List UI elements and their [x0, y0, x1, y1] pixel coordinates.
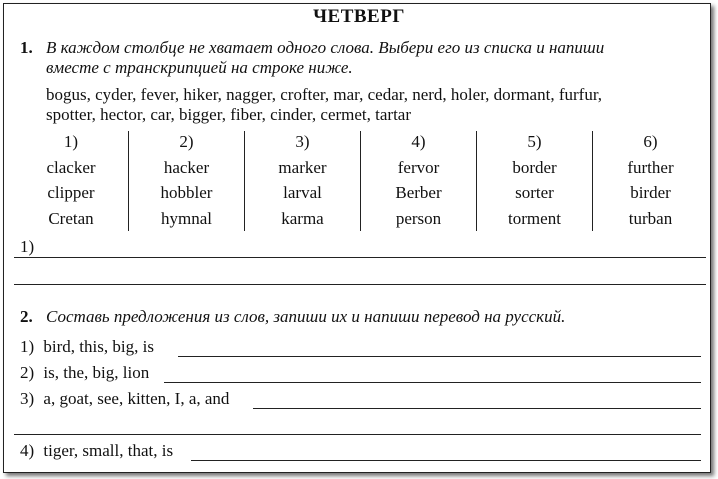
column-2 — [129, 130, 244, 232]
answer-line[interactable] — [191, 460, 701, 461]
task1-instruction-line2: вместе с транскрипцией на строке ниже. — [46, 58, 353, 77]
column-word: hobbler — [160, 183, 213, 202]
column-3 — [245, 130, 360, 232]
sentence-item-1 — [20, 337, 154, 357]
column-divider — [244, 131, 245, 231]
sentence-words: bird, this, big, is — [43, 337, 154, 356]
sentence-label: 2) — [20, 363, 35, 382]
answer-line[interactable] — [178, 356, 701, 357]
column-divider — [128, 131, 129, 231]
column-header: 2) — [179, 132, 194, 151]
word-list-line2: spotter, hector, car, bigger, fiber, cinder, cermet, tartar — [46, 105, 412, 124]
column-header: 5) — [527, 132, 542, 151]
column-word: hacker — [163, 157, 210, 177]
column-header: 6) — [643, 132, 658, 151]
column-word: clipper — [47, 183, 95, 202]
column-divider — [360, 131, 361, 231]
column-word: further — [627, 157, 674, 177]
column-word: Cretan — [48, 208, 94, 228]
answer-line[interactable] — [14, 284, 706, 285]
column-6 — [593, 130, 708, 232]
word-list — [46, 85, 686, 125]
page-title: ЧЕТВЕРГ — [313, 6, 405, 27]
column-word: clacker — [46, 157, 96, 177]
column-word: birder — [630, 183, 671, 202]
column-word: turban — [628, 208, 673, 228]
word-list-line1: bogus, cyder, fever, hiker, nagger, crofter, mar, cedar, nerd, holer, dormant, furfur, — [46, 85, 603, 104]
task1-instruction-line1: В каждом столбце не хватает одного слова. Выбери его из списка и напиши — [46, 38, 605, 57]
sentence-words: is, the, big, lion — [43, 363, 150, 382]
column-word: larval — [283, 183, 322, 202]
sentence-item-4 — [20, 441, 173, 461]
column-1 — [14, 130, 128, 232]
answer-line[interactable] — [164, 382, 701, 383]
sentence-item-2 — [20, 363, 149, 383]
column-header: 1) — [63, 132, 79, 151]
sentence-label: 1) — [20, 337, 35, 356]
column-word: karma — [281, 208, 324, 228]
answer-label: 1) — [20, 237, 35, 256]
column-header: 4) — [411, 132, 426, 151]
column-divider — [476, 131, 477, 231]
column-word: fervor — [397, 157, 440, 177]
column-word: person — [395, 208, 442, 228]
column-divider — [592, 131, 593, 231]
sentence-words: tiger, small, that, is — [43, 441, 174, 460]
answer-line[interactable] — [253, 408, 701, 409]
task1-number: 1. — [20, 38, 33, 57]
sentence-label: 3) — [20, 389, 35, 408]
answer-line[interactable] — [14, 257, 706, 258]
task2-number: 2. — [20, 307, 33, 326]
column-word: sorter — [515, 183, 554, 202]
column-word: hymnal — [161, 208, 212, 228]
column-5 — [477, 130, 592, 232]
sentence-item-3 — [20, 389, 229, 409]
column-word: torment — [508, 208, 561, 228]
column-header: 3) — [295, 132, 310, 151]
sentence-label: 4) — [20, 441, 35, 460]
sentence-words: a, goat, see, kitten, I, a, and — [43, 389, 230, 408]
column-4 — [361, 130, 476, 232]
column-word: border — [512, 157, 557, 177]
task2-instruction: Составь предложения из слов, запиши их и напиши перевод на русский. — [46, 307, 566, 326]
column-word: marker — [278, 157, 327, 177]
answer-line[interactable] — [14, 434, 701, 435]
column-word: Berber — [395, 183, 442, 202]
